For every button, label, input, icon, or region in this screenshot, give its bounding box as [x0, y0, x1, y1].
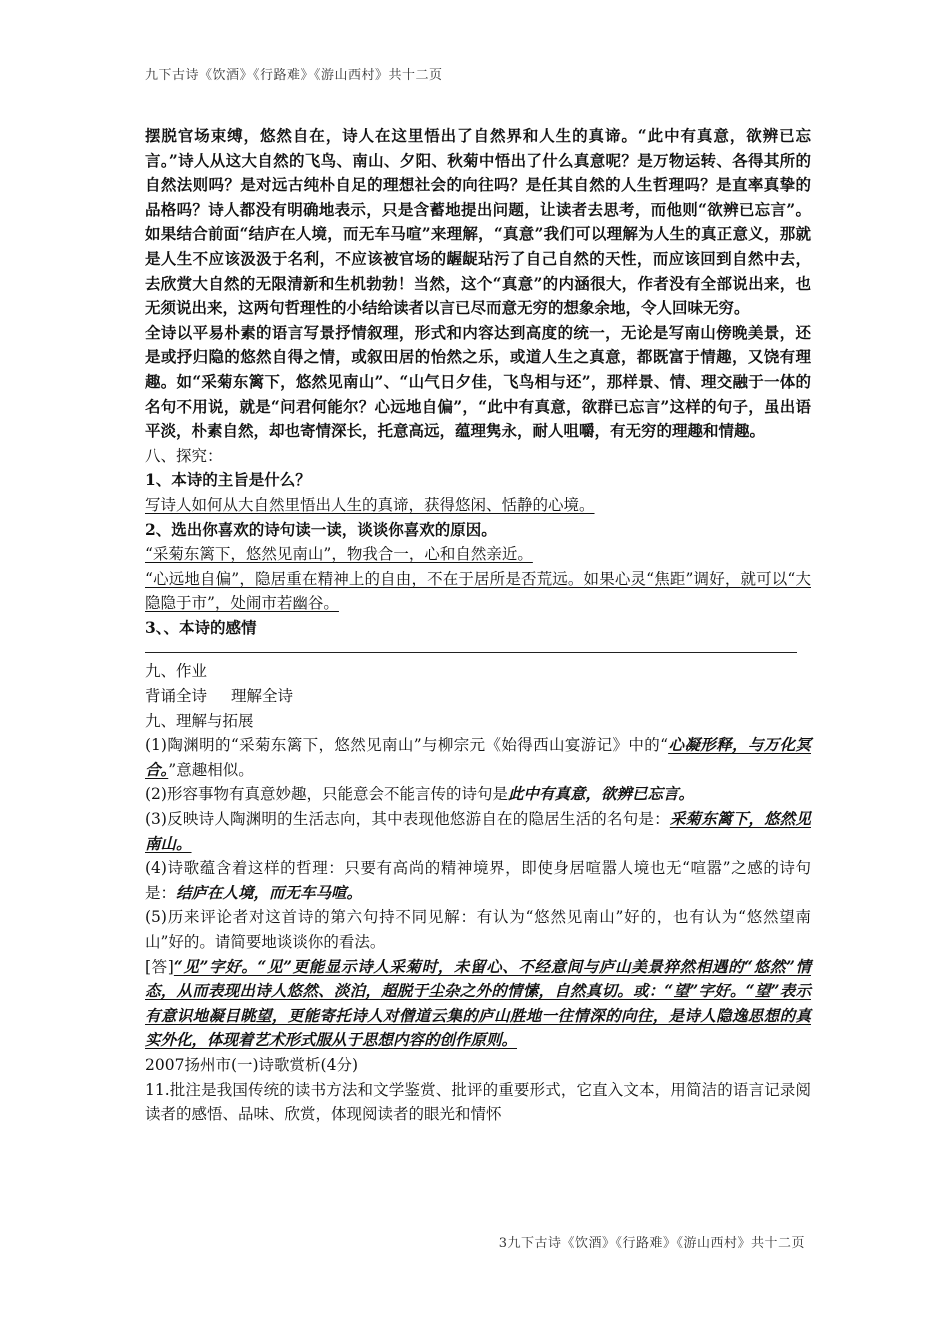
analysis-paragraph-2: 全诗以平易朴素的语言写景抒情叙理，形式和内容达到高度的统一，无论是写南山傍晚美景，还是或抒归隐的悠然自得之情，或叙田居的怡然之乐，或道人生之真意，都既富于情趣，又饶有理趣。如“采菊东篱下，悠然见南山”、“山气日夕佳，飞鸟相与还”，那样景、情、理交融于一体的名句不用说，就是“问君何能尔？心远地自偏”，“此中有真意，欲群已忘言”这样的句子，虽出语平淡，朴素自然，却也寄情深长，托意高远，蕴理隽永，耐人咀嚼，有无穷的理趣和情趣。 [145, 322, 811, 441]
question-text: (2)形容事物有真意妙趣，只能意会不能言传的诗句是 [145, 785, 508, 804]
answer-text: 结庐在人境，而无车马喧。 [176, 882, 363, 902]
question-text: (3)反映诗人陶渊明的生活志向，其中表现他悠游自在的隐居生活的名句是： [145, 810, 670, 829]
document-body [145, 124, 811, 1127]
yangzhou-title: 2007扬州市(一)诗歌赏析(4分) [145, 1055, 358, 1074]
extension-answer-5 [145, 955, 811, 1053]
analysis-paragraph-1: 摆脱官场束缚，悠然自在，诗人在这里悟出了自然界和人生的真谛。“此中有真意，欲辨已忘言。”诗人从这大自然的飞鸟、南山、夕阳、秋菊中悟出了什么真意呢？是万物运转、各得其所的自然法则吗？是对远古纯朴自足的理想社会的向往吗？是任其自然的人生哲理吗？是直率真挚的品格吗？诗人都没有明确地表示，只是含蓄地提出问题，让读者去思考，而他则“欲辨已忘言”。如果结合前面“结庐在人境，而无车马喧”来理解，“真意”我们可以理解为人生的真正意义，那就是人生不应该汲汲于名利，不应该被官场的龌龊玷污了自己自然的天性，而应该回到自然中去，去欣赏大自然的无限清新和生机勃勃！当然，这个“真意”的内涵很大，作者没有全部说出来，也无须说出来，这两句哲理性的小结给读者以言已尽而意无穷的想象余地，令人回味无穷。 [145, 126, 811, 318]
homework-item-recite: 背诵全诗 [145, 687, 208, 706]
homework-heading: 九、作业 [145, 662, 208, 681]
explore-question-1: 1、本诗的主旨是什么？ [145, 470, 311, 490]
answer-blank-line [145, 640, 797, 653]
extension-heading: 九、理解与拓展 [145, 711, 254, 730]
answer-label: [答] [145, 957, 174, 976]
question-text: ”意趣相似。 [168, 760, 254, 779]
homework-items [145, 684, 811, 709]
explore-answer-1: 写诗人如何从大自然里悟出人生的真谛，获得悠闲、恬静的心境。 [145, 495, 595, 514]
extension-question-1 [145, 733, 811, 782]
answer-text: 此中有真意，欲辨已忘言。 [507, 784, 694, 804]
answer-text: 心凝形释，与万化冥合。 [145, 735, 811, 779]
extension-question-4 [145, 856, 811, 905]
explore-answer-2b: “心远地自偏”，隐居重在精神上的自由，不在于居所是否荒远。如果心灵“焦距”调好，就可以“大隐隐于市”，处闹市若幽谷。 [145, 569, 811, 613]
explore-answer-2a: “采菊东篱下，悠然见南山”，物我合一，心和自然亲近。 [145, 545, 533, 564]
question-text: (4)诗歌蕴含着这样的哲理：只要有高尚的精神境界，即使身居喧嚣人境也无“喧嚣”之感的诗句是： [145, 859, 811, 902]
question-text: (1)陶渊明的“采菊东篱下，悠然见南山”与柳宗元《始得西山宴游记》中的“ [145, 736, 669, 755]
extension-question-3 [145, 807, 811, 856]
explore-heading: 八、探究： [145, 446, 223, 465]
answer-text: “见”字好。“见”更能显示诗人采菊时，未留心、不经意间与庐山美景猝然相遇的“悠然”情态，从而表现出诗人悠然、淡泊，超脱于尘杂之外的情愫，自然真切。或：“望”字好。“望”表示有意识地凝目眺望，更能寄托诗人对僧道云集的庐山胜地一往情深的向往，是诗人隐逸思想的真实外化，体现着艺术形式服从于思想内容的创作原则。 [145, 956, 811, 1050]
page-footer: 3九下古诗《饮酒》《行路难》《游山西村》共十二页 [498, 1236, 805, 1251]
extension-question-5: (5)历来评论者对这首诗的第六句持不同见解：有认为“悠然见南山”好的，也有认为“悠然望南山”好的。请简要地谈谈你的看法。 [145, 908, 811, 951]
explore-question-2: 2、选出你喜欢的诗句读一读，谈谈你喜欢的原因。 [145, 519, 497, 539]
answer-text: 采菊东篱下，悠然见南山。 [145, 809, 811, 853]
yangzhou-question-11: 11.批注是我国传统的读书方法和文学鉴赏、批评的重要形式，它直入文本，用简洁的语言记录阅读者的感悟、品味、欣赏，体现阅读者的眼光和情怀 [145, 1080, 811, 1124]
homework-item-understand: 理解全诗 [231, 687, 294, 706]
extension-question-2 [145, 782, 811, 807]
page-header: 九下古诗《饮酒》《行路难》《游山西村》共十二页 [145, 68, 443, 83]
explore-question-3: 3、、本诗的感情 [145, 617, 257, 637]
